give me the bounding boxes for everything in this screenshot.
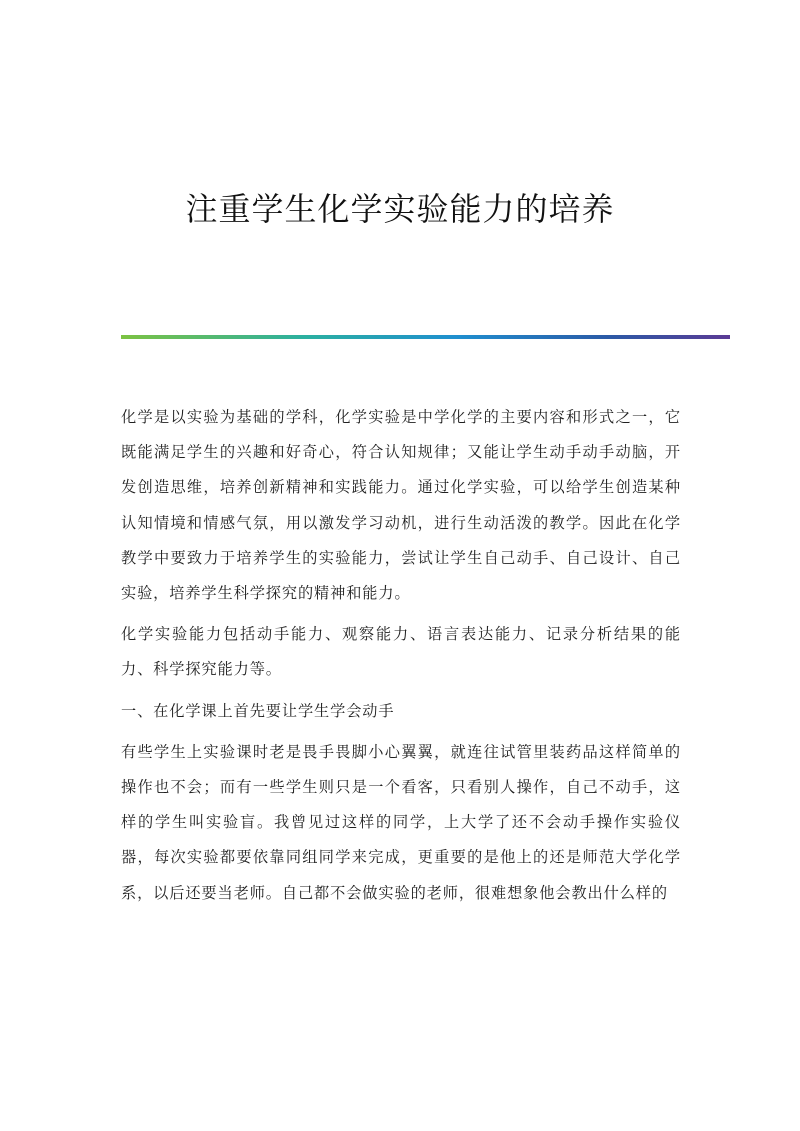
document-title: 注重学生化学实验能力的培养 xyxy=(185,190,615,228)
title-divider xyxy=(121,335,730,339)
paragraph-intro: 化学是以实验为基础的学科，化学实验是中学化学的主要内容和形式之一，它既能满足学生的兴趣和好奇心，符合认知规律；又能让学生动手动手动脑，开发创造思维，培养创新精神和实践能力。通过化学实验，可以给学生创造某种认知情境和情感气氛，用以激发学习动机，进行生动活泼的教学。因此在化学教学中要致力于培养学生的实验能力，尝试让学生自己动手、自己设计、自己实验，培养学生科学探究的精神和能力。 xyxy=(121,408,681,603)
document-body xyxy=(121,400,681,911)
paragraph-abilities: 化学实验能力包括动手能力、观察能力、语言表达能力、记录分析结果的能力、科学探究能力等。 xyxy=(121,625,681,679)
section-heading: 一、在化学课上首先要让学生学会动手 xyxy=(121,701,395,720)
paragraph-section-one: 有些学生上实验课时老是畏手畏脚小心翼翼，就连往试管里装药品这样简单的操作也不会；而有一些学生则只是一个看客，只看别人操作，自己不动手，这样的学生叫实验盲。我曾见过这样的同学，上大学了还不会动手操作实验仪器，每次实验都要依靠同组同学来完成，更重要的是他上的还是师范大学化学系，以后还要当老师。自己都不会做实验的老师，很难想象他会教出什么样的 xyxy=(121,742,681,902)
